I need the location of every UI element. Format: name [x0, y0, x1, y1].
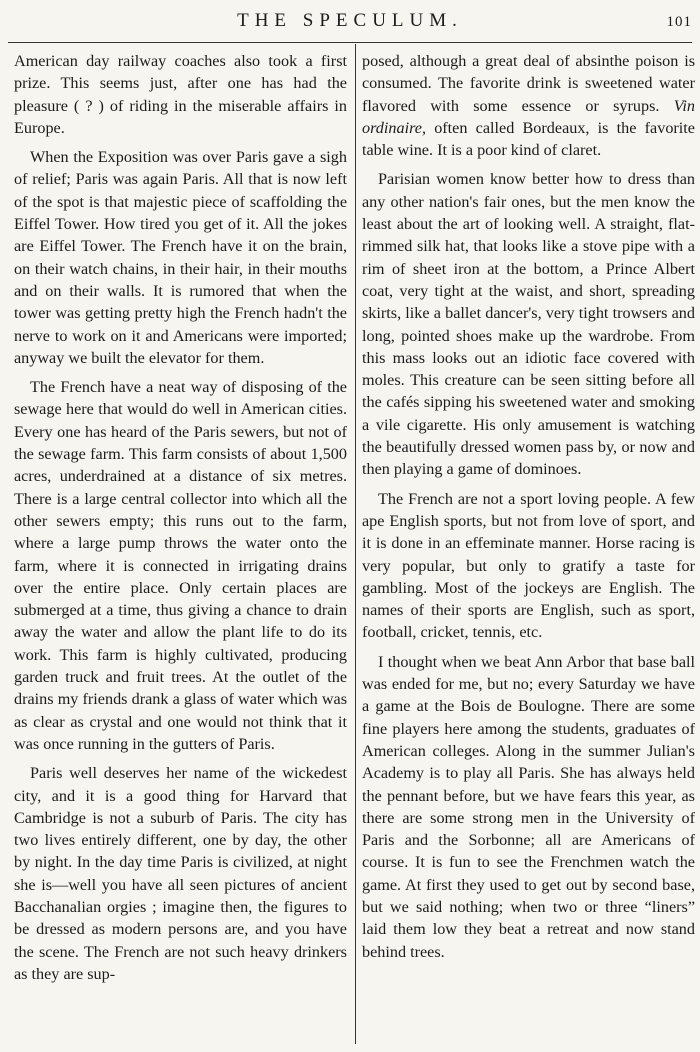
paragraph: Parisian women know better how to dress than any other nation's fair ones, but the men know the least about the art of looking well. A straight, flat-rimmed silk hat, that looks like a stove pipe with a rim of sheet iron at the bottom, a Prince Albert coat, very tight at the waist, and short, spreading skirts, like a ballet dancer's, very tight trowsers and long, pointed shoes make up the wardrobe. From this mass looks out an idiotic face covered with moles. This creature can be seen sitting before all the cafés sipping his sweetened water and smoking a vile cigarette. His only amusement is watching the beautifully dressed women pass by, or now and then playing a game of dominoes.: [362, 170, 695, 479]
paragraph: I thought when we beat Ann Arbor that base ball was ended for me, but no; every Saturday we have a game at the Bois de Boulogne. There are some fine players here among the students, graduates of American colleges. Along in the summer Julian's Academy is to play all Paris. She has always held the pennant before, but we have fears this year, as there are some strong men in the University of Paris and the Sorbonne; all are Americans of course. It is fun to see the Frenchmen watch the game. At first they used to get out by second base, but we said nothing; when two or three “liners” laid them low they beat a retreat and now stand behind trees.: [362, 652, 695, 961]
paragraph: When the Exposition was over Paris gave a sigh of relief; Paris was again Paris. All that is now left of the spot is that majestic piece of scaffolding the Eiffel Tower. How tired you get of it. All the jokes are Eiffel Tower. The French have it on the brain, on their watch chains, in their hair, in their mouths and on their walls. It is rumored that when the tower was getting pretty high the French hadn't the nerve to work on it and Americans were imported; anyway we built the elevator for them.: [14, 148, 347, 367]
paragraph: American day railway coaches also took a first prize. This seems just, after one has had the pleasure ( ? ) of riding in the miserable affairs in Europe.: [14, 52, 347, 137]
italic-phrase: Vin ordinaire: [362, 96, 695, 137]
left-column: [14, 50, 347, 1040]
paragraph: The French have a neat way of disposing of the sewage here that would do well in American cities. Every one has heard of the Paris sewers, but not of the sewage farm. This farm consists of about 1,500 acres, underdrained at a distance of six metres. There is a large central collector into which all the other sewers empty; this runs out to the farm, where a large pump throws the water onto the farm, where it is connected in irrigating drains over the entire place. Only certain places are submerged at a time, thus giving a chance to drain away the water and allow the plant life to do its work. This farm is highly cultivated, producing garden truck and fruit trees. At the outlet of the drains my friends drank a glass of water which was as clear as crystal and one would not think that it was once running in the gutters of Paris.: [14, 378, 347, 753]
paragraph: The French are not a sport loving people. A few ape English sports, but not from love of sport, and it is done in an effeminate manner. Horse racing is very popular, but only to gratify a taste for gambling. Most of the jockeys are English. The names of their sports are English, such as sport, football, cricket, tennis, etc.: [362, 489, 695, 642]
paragraph: Paris well deserves her name of the wickedest city, and it is a good thing for Harvard that Cambridge is not a suburb of Paris. The city has two lives entirely different, one by day, the other by night. In the day time Paris is civilized, at night she is—well you have all seen pictures of ancient Bacchanalian orgies ; imagine then, the figures to be dressed as modern persons are, and you have the scene. The French are not such heavy drinkers as they are sup-: [14, 764, 347, 983]
page-header: [0, 0, 700, 44]
paragraph-text: , often called Bordeaux, is the favorite table wine. It is a poor kind of claret.: [362, 118, 695, 160]
paragraph: [362, 50, 695, 161]
page-number: 101: [666, 14, 692, 30]
column-divider: [355, 44, 356, 1044]
journal-title: THE SPECULUM.: [237, 10, 463, 31]
right-column: [362, 50, 695, 1040]
header-rule: [8, 42, 692, 43]
paragraph-text: posed, although a great deal of absinthe poison is consumed. The favorite drink is sweetened water flavored with some essence or syrups.: [362, 52, 695, 115]
